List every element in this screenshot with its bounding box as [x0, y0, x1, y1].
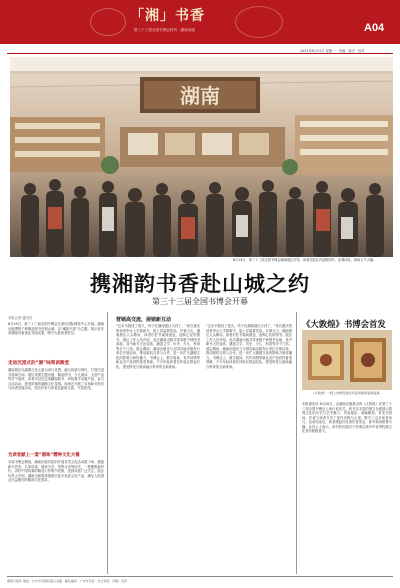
column-divider — [107, 312, 108, 574]
cloud-ornament-icon — [235, 6, 283, 38]
section-heading: 为读者献上一道“湘味”精神文化大餐 — [8, 453, 80, 458]
section-heading: 走进沉浸式的“湘”味阅读殿堂 — [8, 361, 70, 366]
cloud-ornament-icon — [90, 8, 126, 36]
book-launch-photo — [302, 330, 392, 390]
column-divider — [296, 312, 297, 574]
sidebar-article-title: 《大敦煌》书博会首发 — [302, 319, 386, 329]
subheadline: 第三十三届全国书博会开幕 — [152, 297, 248, 306]
sidebar-photo-caption: 《大敦煌》一经上市便受到众多读者的喜爱和追捧。 — [311, 391, 383, 395]
masthead-title: 「湘」书香 — [130, 8, 205, 24]
article-body: “这本书我找了很久，终于在湖南展区买到了。”来自重庆的读者李女士手捧新书，脸上洋溢着笑容。开幕当天，湖南展区人头攒动，读者们在书架间流连，选购心仪的图书。展区工作人员介绍，此次湖南出版共带来数千种图书参展，其中新书占比较高，涵盖文学、历史、少儿、科普等多个门类。展会期间，湖南出版还与全国各地出版发行单位开展洽谈，推动版权交易与合作，进一步扩大湖湘文化的影响力和传播力。书博会上，数字阅读、有声读物等新业态产品同样备受青睐，不少年轻读者在体验区排起长队，感受科技与阅读融合带来的全新体验。 — [116, 324, 200, 369]
photo-caption: 8月19日，第三十三届全国书博会湖南展区开馆，读者在展区内选购图书、参观体验，现场人气火爆。 — [233, 258, 377, 262]
section-body: 湖南展区以湖湘文化元素为设计灵感，融合传统与现代，打造沉浸式阅读空间。展区设置主题出版、精品图书、少儿阅读、文创产品等多个板块，读者可以在这里翻阅新书、体验数字出版产品、参与互动活动，感受浓郁的湖湘文化氛围。现场还开展了多场新书发布与读者见面活动，知名作家与读者近距离交流，气氛热烈。 — [8, 368, 104, 390]
section-body: 本届书博会期间，湖南出版共组织开展各类文化活动数十场，涵盖新书首发、名家讲座、阅读分享、签售互动等形式。一批聚焦新时代、讲好中国故事的精品力作集中亮相，受到读者广泛关注。展区负责人介绍，湖南出版将持续推出更多优质文化产品，满足人民群众日益增长的精神文化需求。 — [8, 460, 104, 482]
footer-info: 湖南日报社 地址：长沙市芙蓉区韶山北路 · 邮政编码 · 广告许可证 · 发行热线 · 印刷 · 定价 — [7, 579, 128, 583]
section-heading: 营销高交流，展销新互动 — [116, 317, 172, 323]
exhibition-crowd-illustration — [10, 57, 393, 257]
sidebar-article-body: 本报重庆讯 8月20日，由湖南出版推出的《大敦煌》在第三十三届全国书博会上举行首发式。该书以丰富的图文全面展示敦煌文化的历史与艺术魅力，内容翔实、装帧精美。首发式现场，作者与读者分享了创作历程与心得，吸引了众多读者参与。活动结束后，读者排起长队请作者签名，新书现场销售火爆。业内人士表示，该书的出版对于传承弘扬中华优秀传统文化具有积极意义。 — [302, 402, 392, 433]
header-rule — [7, 53, 393, 54]
byline: 本报记者 通讯员 — [8, 316, 33, 320]
main-photo — [10, 57, 393, 257]
book-launch-illustration — [302, 330, 392, 390]
footer-rule — [7, 576, 393, 577]
intro-paragraph: 8月19日，第三十三届全国书博会在重庆国际博览中心开幕。湖南出版携数千种精品图书亮相山城，以“湘韵书香”为主题，展示近年来湖南出版事业发展成果，吸引大批读者驻足。 — [8, 322, 104, 335]
masthead-subtitle: 第三十三届全国书博会特刊 · 湖南出版 — [134, 28, 195, 32]
page-number: A04 — [364, 22, 385, 34]
article-body-continued: “这本书我找了很久，终于在湖南展区买到了。”来自重庆的读者李女士手捧新书，脸上洋溢着笑容。开幕当天，湖南展区人头攒动，读者们在书架间流连，选购心仪的图书。展区工作人员介绍，此次湖南出版共带来数千种图书参展，其中新书占比较高，涵盖文学、历史、少儿、科普等多个门类。展会期间，湖南出版还与全国各地出版发行单位开展洽谈，推动版权交易与合作，进一步扩大湖湘文化的影响力和传播力。书博会上，数字阅读、有声读物等新业态产品同样备受青睐，不少年轻读者在体验区排起长队，感受科技与阅读融合带来的全新体验。 — [206, 324, 292, 369]
issue-meta: 2023年8月21日 星期一 · 责编 · 版式 · 校对 — [300, 49, 365, 53]
headline: 携湘韵书香赴山城之约 — [90, 271, 310, 296]
booth-sign-text: 湖南 — [180, 84, 220, 108]
